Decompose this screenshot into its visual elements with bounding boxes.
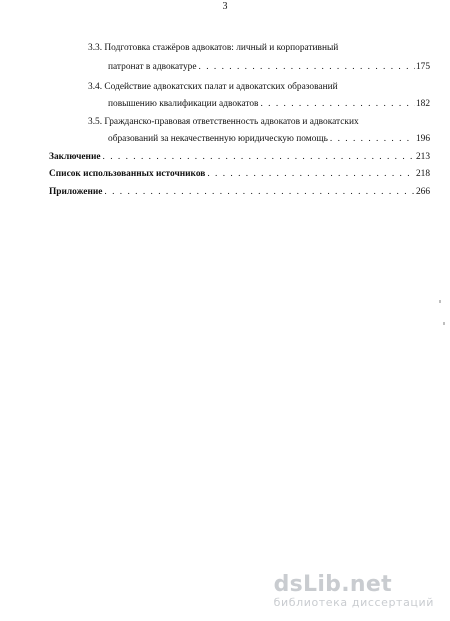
page-number: 3 — [222, 1, 228, 12]
toc-entry-3-3-title: 3.3. Подготовка стажёров адвокатов: личный и корпоративный — [88, 43, 339, 53]
toc-entry-3-4-title: 3.4. Содействие адвокатских палат и адвокатских образований — [88, 82, 338, 92]
toc-entry-references-page: 218 — [415, 169, 430, 179]
watermark-logo-part2: .net — [341, 572, 392, 597]
toc-entry-3-4-text: повышению квалификации адвокатов — [108, 99, 259, 109]
toc-entry-3-5-line[interactable] — [108, 133, 430, 146]
toc-leader-dots — [330, 133, 415, 146]
toc-entry-3-4-line[interactable] — [108, 98, 430, 111]
toc-entry-appendix[interactable] — [49, 186, 430, 199]
watermark-logo — [274, 573, 434, 597]
toc-entry-3-5-text: образований за некачественную юридическую помощь — [108, 134, 328, 144]
toc-entry-3-5-page: 196 — [415, 134, 430, 144]
toc-entry-conclusion-text: Заключение — [49, 152, 101, 162]
watermark — [274, 573, 434, 609]
toc-leader-dots — [207, 168, 415, 181]
toc-leader-dots — [260, 98, 414, 111]
toc-leader-dots — [104, 186, 415, 199]
toc-leader-dots — [199, 61, 415, 74]
toc-entry-references-text: Список использованных источников — [49, 169, 206, 179]
toc-entry-appendix-page: 266 — [415, 187, 430, 197]
toc-entry-conclusion[interactable] — [49, 151, 430, 164]
toc-entry-3-3-text: патронат в адвокатуре — [108, 62, 197, 72]
toc-entry-appendix-text: Приложение — [49, 187, 103, 197]
toc-entry-conclusion-page: 213 — [415, 152, 430, 162]
toc-entry-3-3-line[interactable] — [108, 61, 430, 74]
watermark-subtitle: библиотека диссертаций — [273, 596, 434, 609]
toc-entry-3-4-page: 182 — [415, 99, 430, 109]
scan-speck — [439, 300, 441, 303]
toc-leader-dots — [103, 151, 415, 164]
scan-speck — [443, 322, 445, 325]
toc-entry-3-3-page: 175 — [415, 62, 430, 72]
toc-entry-references[interactable] — [49, 168, 430, 181]
watermark-logo-part1: dsLib — [273, 572, 342, 597]
toc-entry-3-5-title: 3.5. Гражданско-правовая ответственность адвокатов и адвокатских — [88, 117, 359, 127]
